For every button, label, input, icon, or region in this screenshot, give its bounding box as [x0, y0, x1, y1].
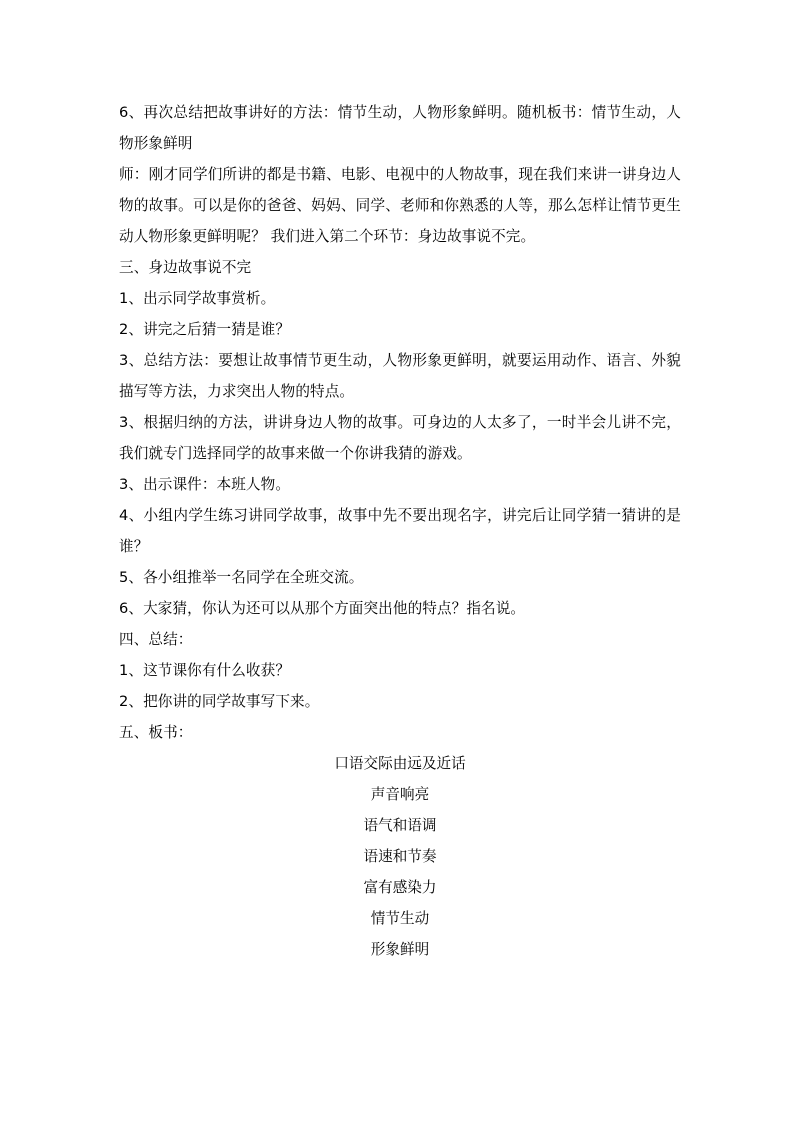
- paragraph-teacher-speech: 师：刚才同学们所讲的都是书籍、电影、电视中的人物故事，现在我们来讲一讲身边人物的故事。可以是你的爸爸、妈妈、同学、老师和你熟悉的人等，那么怎样让情节更生动人物形象更鲜明呢？ 我们进入第二个环节：身边故事说不完。: [119, 166, 681, 245]
- board-line: 富有感染力: [363, 879, 437, 896]
- board-line: 语气和语调: [363, 817, 437, 834]
- list-item: 1、出示同学故事赏析。: [119, 290, 276, 307]
- list-item: 1、这节课你有什么收获？: [119, 662, 291, 679]
- board-line: 语速和节奏: [363, 848, 437, 865]
- list-item: 6、大家猜，你认为还可以从那个方面突出他的特点？指名说。: [119, 600, 526, 617]
- list-item: 5、各小组推举一名同学在全班交流。: [119, 569, 364, 586]
- blackboard-outline: [119, 748, 681, 965]
- list-item: 2、把你讲的同学故事写下来。: [119, 693, 320, 710]
- section-heading-5: 五、板书：: [119, 724, 193, 741]
- section-heading-3: 三、身边故事说不完: [119, 259, 252, 276]
- list-item: 3、根据归纳的方法，讲讲身边人物的故事。可身边的人太多了，一时半会儿讲不完，我们就专门选择同学的故事来做一个你讲我猜的游戏。: [119, 414, 681, 462]
- board-line: 情节生动: [370, 910, 430, 927]
- section-heading-4: 四、总结：: [119, 631, 193, 648]
- board-line: 形象鲜明: [370, 941, 430, 958]
- list-item: 3、总结方法：要想让故事情节更生动，人物形象更鲜明，就要运用动作、语言、外貌描写等方法，力求突出人物的特点。: [119, 352, 681, 400]
- document-body: [119, 97, 681, 965]
- board-title: 口语交际由远及近话: [334, 755, 466, 772]
- list-item: 3、出示课件：本班人物。: [119, 476, 291, 493]
- list-item: 4、小组内学生练习讲同学故事，故事中先不要出现名字，讲完后让同学猜一猜讲的是谁？: [119, 507, 681, 555]
- list-item: 2、讲完之后猜一猜是谁？: [119, 321, 291, 338]
- paragraph-summary-method: 6、再次总结把故事讲好的方法：情节生动，人物形象鲜明。随机板书：情节生动，人物形象鲜明: [119, 104, 681, 152]
- board-line: 声音响亮: [370, 786, 430, 803]
